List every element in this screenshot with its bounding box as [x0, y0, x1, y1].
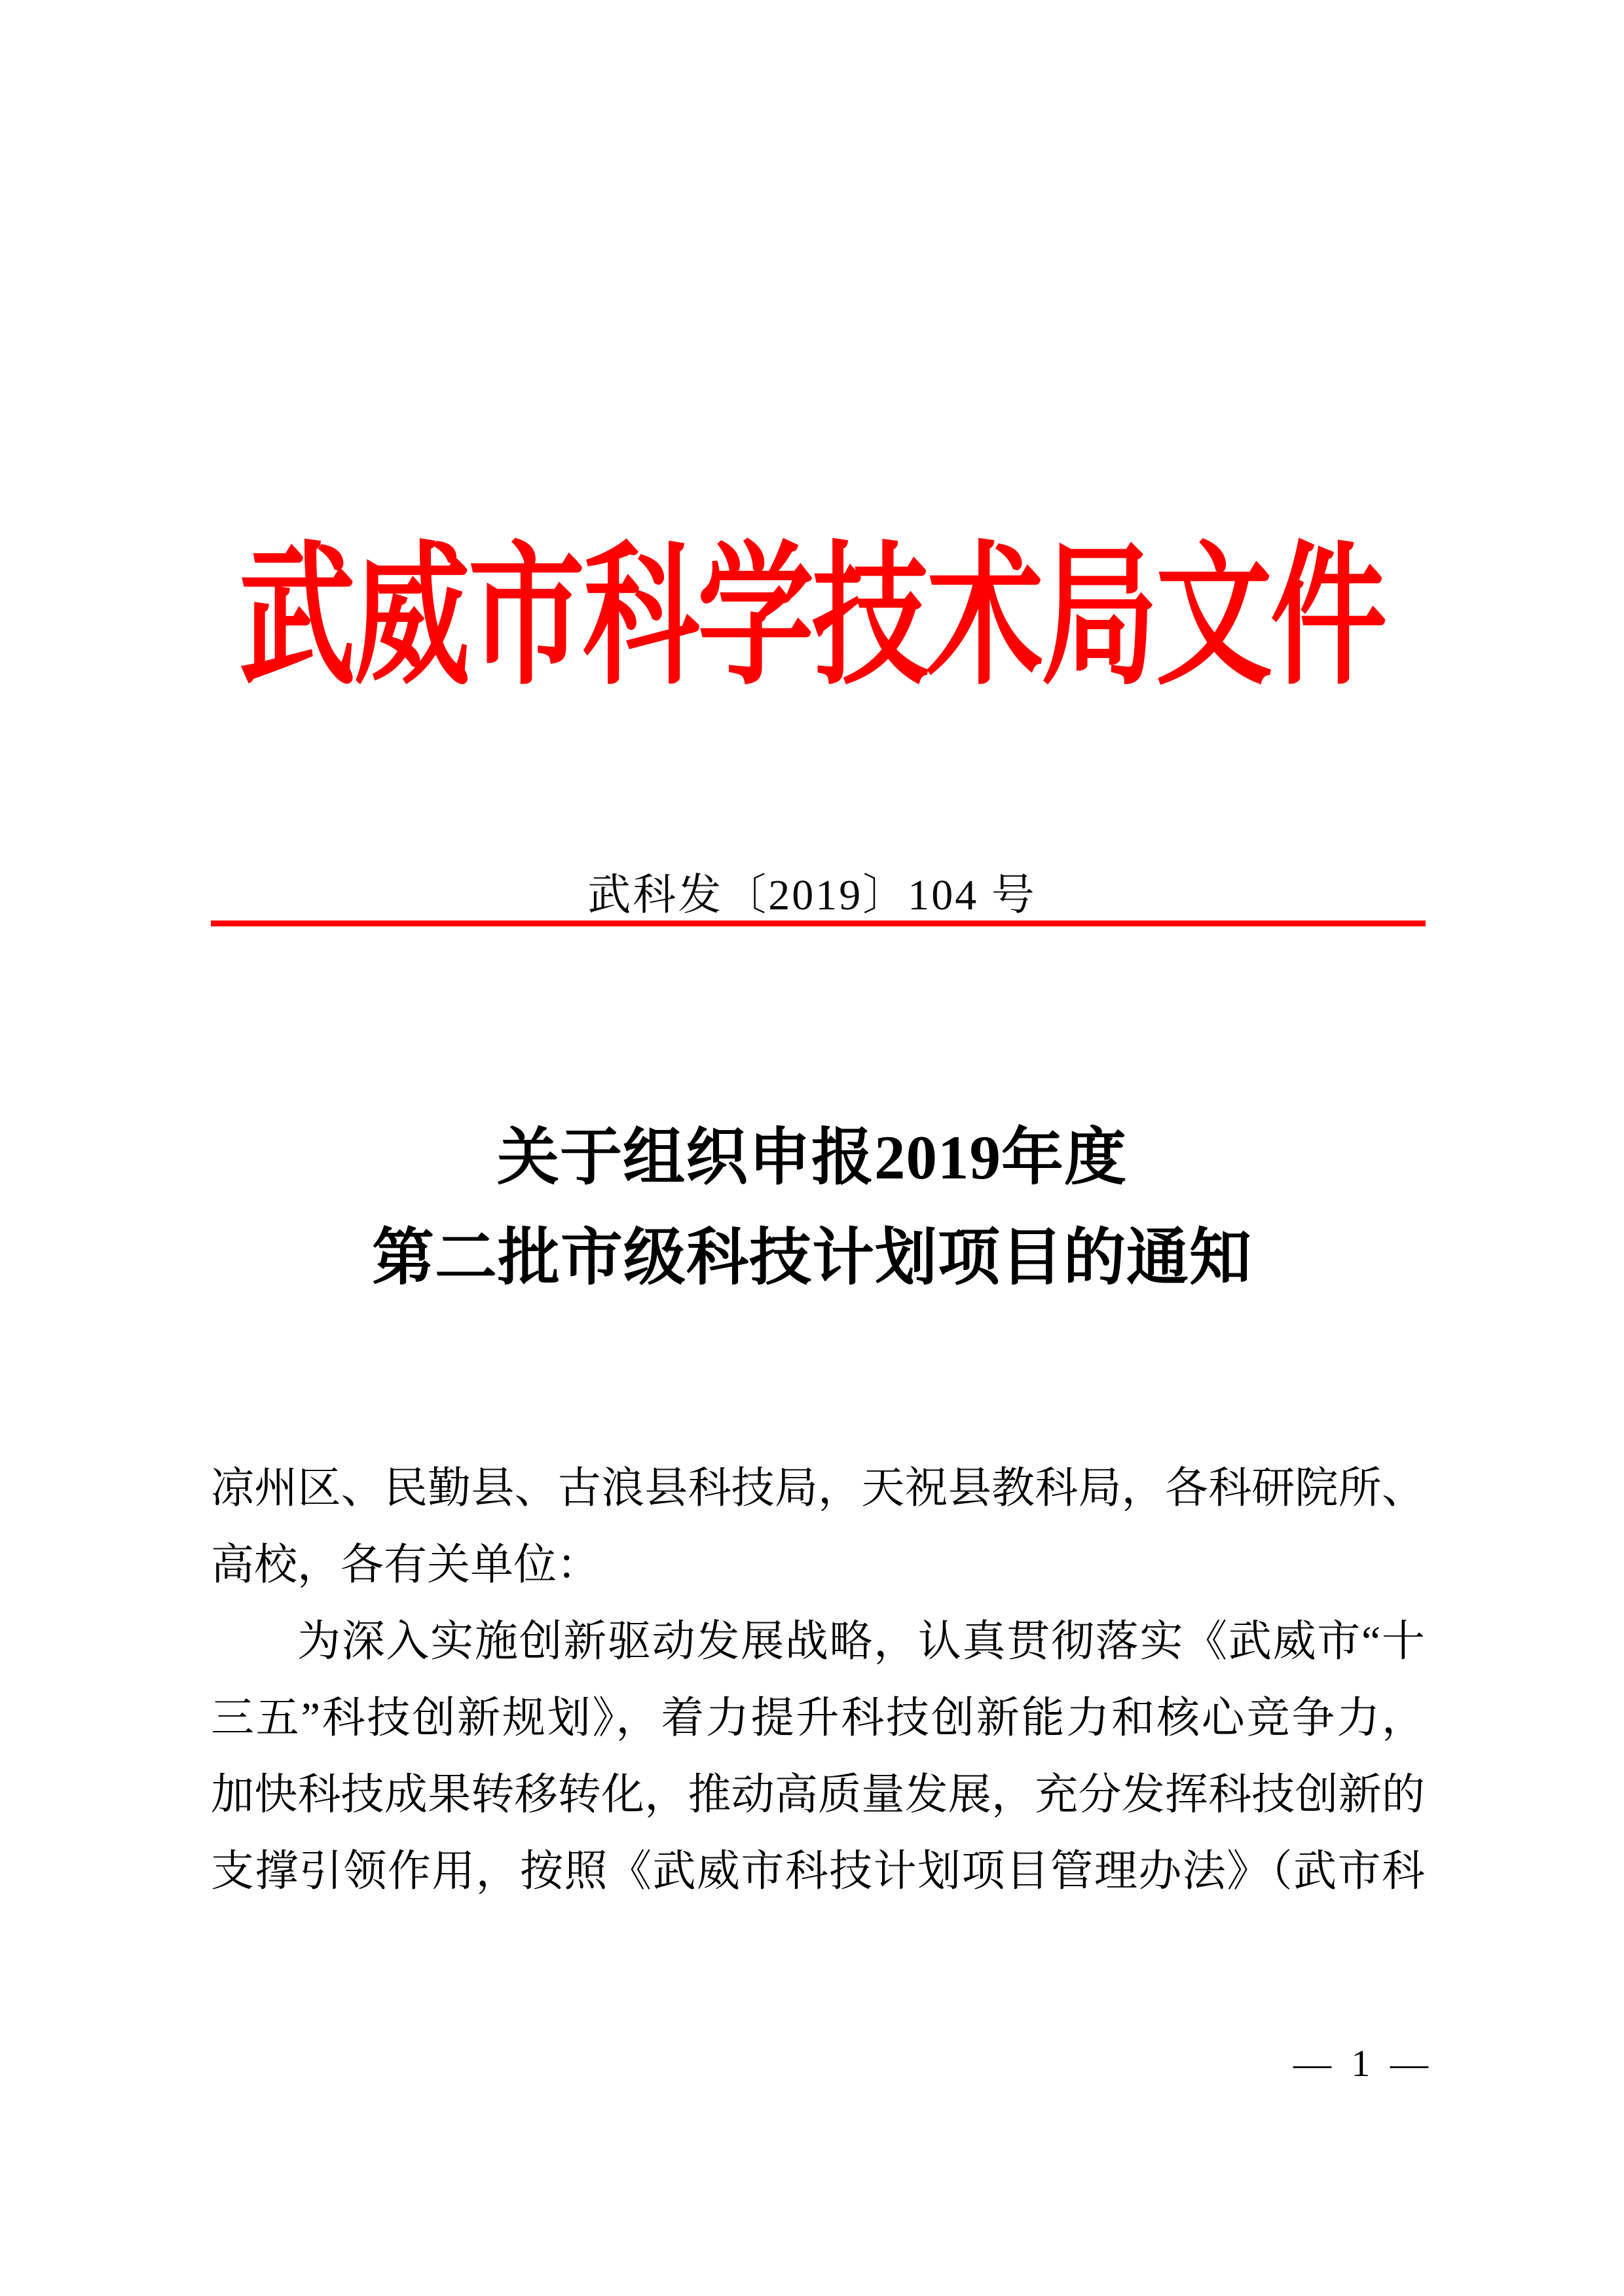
body-line: 高校，各有关单位： [211, 1541, 600, 1589]
body-line: 加快科技成果转移转化，推动高质量发展，充分发挥科技创新的 [211, 1771, 1425, 1819]
notice-title-line-1: 关于组织申报2019年度 [496, 1123, 1127, 1192]
red-header [0, 492, 1624, 704]
doc-number: 武科发〔2019〕104 号 [587, 871, 1037, 919]
notice-title-line-2: 第二批市级科技计划项目的通知 [371, 1223, 1252, 1292]
body-line: 三五”科技创新规划》，着力提升科技创新能力和核心竞争力， [211, 1694, 1425, 1742]
red-divider-line [211, 920, 1426, 926]
page-number: — 1 — [1293, 2042, 1433, 2085]
body-line: 支撑引领作用，按照《武威市科技计划项目管理办法》（武市科 [211, 1848, 1425, 1895]
agency-title: 武威市科学技术局文件 [239, 532, 1385, 704]
body-line: 为深入实施创新驱动发展战略，认真贯彻落实《武威市“十 [297, 1618, 1425, 1666]
notice-title [0, 1108, 1624, 1308]
body-line: 凉州区、民勤县、古浪县科技局，天祝县教科局，各科研院所、 [211, 1465, 1425, 1512]
body-text [211, 1450, 1425, 1910]
